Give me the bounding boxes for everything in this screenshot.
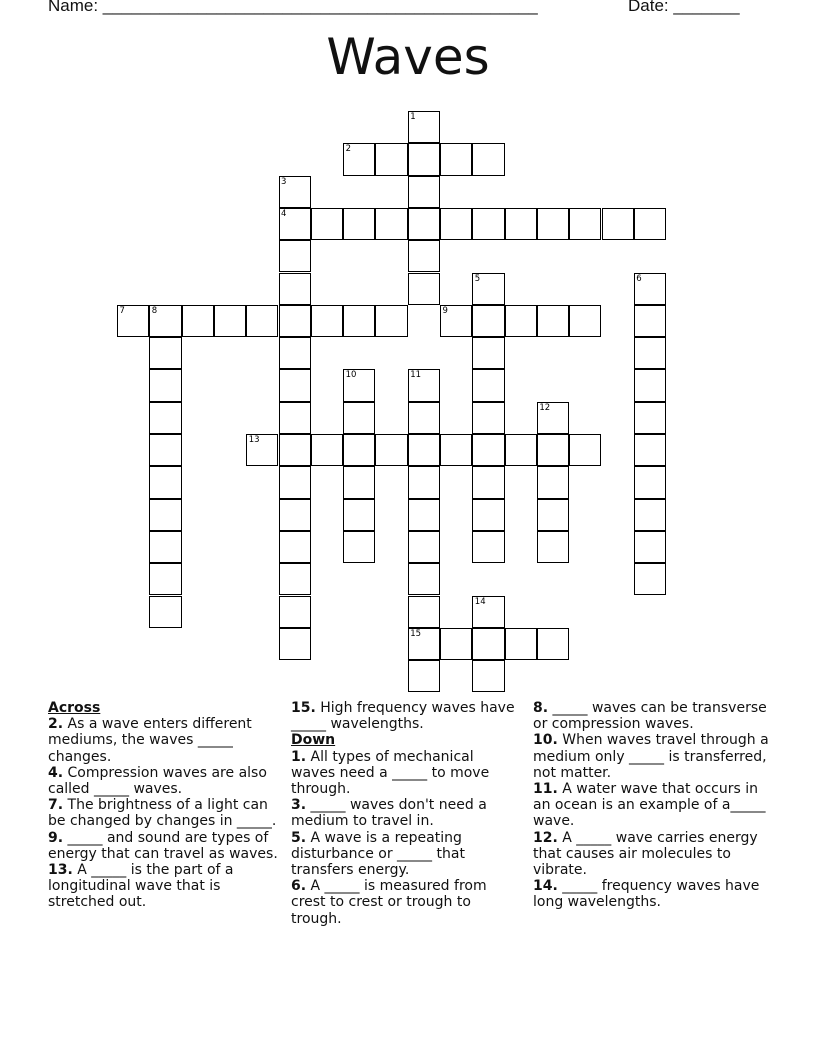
cell-number: 7 xyxy=(119,305,125,316)
crossword-cell[interactable] xyxy=(537,531,569,563)
crossword-cell[interactable] xyxy=(505,305,537,337)
clue-across-7 xyxy=(48,797,278,829)
cell-number: 13 xyxy=(248,435,260,445)
page-title: Waves xyxy=(326,28,490,86)
crossword-cell[interactable] xyxy=(472,531,504,563)
crossword-cell[interactable] xyxy=(537,628,569,660)
clue-down-6 xyxy=(291,878,516,927)
crossword-cell[interactable] xyxy=(375,434,407,466)
clue-text: A _____ is measured from crest to crest or trough to trough. xyxy=(291,878,487,927)
crossword-cell[interactable] xyxy=(537,434,569,466)
crossword-cell[interactable] xyxy=(440,208,472,240)
crossword-cell[interactable] xyxy=(343,531,375,563)
clue-number: 15. xyxy=(291,700,316,716)
clue-down-11 xyxy=(533,781,773,830)
clue-across-15 xyxy=(291,700,516,732)
crossword-cell[interactable] xyxy=(343,499,375,531)
crossword-cell[interactable] xyxy=(537,208,569,240)
crossword-cell[interactable] xyxy=(569,305,601,337)
crossword-cell[interactable] xyxy=(634,337,666,369)
crossword-cell[interactable] xyxy=(408,531,440,563)
crossword-cell[interactable] xyxy=(634,499,666,531)
crossword-cell[interactable] xyxy=(634,466,666,498)
clue-number: 6. xyxy=(291,878,307,895)
date-field[interactable]: Date: _______ xyxy=(628,0,740,15)
clue-text: _____ waves can be transverse or compression waves. xyxy=(533,700,767,733)
down-heading: Down xyxy=(291,732,336,749)
crossword-cell[interactable] xyxy=(149,337,181,369)
crossword-cell[interactable] xyxy=(246,305,278,337)
crossword-cell[interactable] xyxy=(408,208,440,240)
crossword-cell[interactable] xyxy=(149,466,181,498)
clue-number: 1. xyxy=(291,748,307,765)
clue-across-4 xyxy=(48,765,278,797)
crossword-cell[interactable] xyxy=(634,305,666,337)
crossword-cell[interactable] xyxy=(440,434,472,466)
clue-column-1 xyxy=(48,700,278,911)
clue-number: 11. xyxy=(533,781,558,798)
clue-text: All types of mechanical waves need a _____ to move through. xyxy=(291,748,490,798)
cell-number: 9 xyxy=(442,305,448,316)
crossword-cell[interactable] xyxy=(279,628,311,660)
crossword-cell[interactable] xyxy=(279,434,311,466)
clue-number: 12. xyxy=(533,829,558,846)
clue-down-1 xyxy=(291,749,516,798)
crossword-cell[interactable] xyxy=(279,402,311,434)
crossword-cell[interactable] xyxy=(408,563,440,595)
crossword-cell[interactable] xyxy=(149,369,181,401)
cell-number: 11 xyxy=(410,370,422,381)
clue-column-2 xyxy=(291,700,516,927)
clue-text: The brightness of a light can be changed by changes in _____. xyxy=(48,797,277,830)
crossword-cell[interactable] xyxy=(408,176,440,208)
clue-down-3 xyxy=(291,797,516,829)
crossword-cell[interactable] xyxy=(149,402,181,434)
cell-number: 15 xyxy=(410,628,422,639)
clue-number: 8. xyxy=(533,700,549,716)
crossword-cell[interactable] xyxy=(149,563,181,595)
crossword-cell[interactable] xyxy=(634,563,666,595)
crossword-cell[interactable] xyxy=(472,466,504,498)
crossword-cell[interactable] xyxy=(408,466,440,498)
clue-number: 7. xyxy=(48,797,64,814)
crossword-cell[interactable] xyxy=(537,499,569,531)
crossword-cell[interactable] xyxy=(634,402,666,434)
crossword-cell[interactable] xyxy=(472,402,504,434)
cell-number: 2 xyxy=(345,144,352,155)
clue-text: Compression waves are also called _____ waves. xyxy=(48,764,267,798)
crossword-cell[interactable] xyxy=(408,596,440,628)
crossword-cell[interactable] xyxy=(472,143,504,175)
crossword-cell[interactable] xyxy=(408,660,440,692)
crossword-cell[interactable] xyxy=(182,305,214,337)
crossword-cell[interactable] xyxy=(408,402,440,434)
clue-text: A _____ wave carries energy that causes air molecules to vibrate. xyxy=(533,829,758,879)
crossword-cell[interactable] xyxy=(375,143,407,175)
clue-number: 13. xyxy=(48,862,73,879)
crossword-cell[interactable] xyxy=(505,434,537,466)
crossword-cell[interactable] xyxy=(472,628,504,660)
clue-across-2 xyxy=(48,716,278,765)
clue-text: A water wave that occurs in an ocean is an example of a_____ wave. xyxy=(533,781,766,830)
crossword-cell[interactable] xyxy=(279,499,311,531)
crossword-cell[interactable] xyxy=(408,143,440,175)
crossword-cell[interactable] xyxy=(279,273,311,305)
crossword-cell[interactable] xyxy=(634,369,666,401)
clue-across-9 xyxy=(48,830,278,862)
crossword-cell[interactable] xyxy=(343,305,375,337)
cell-number: 6 xyxy=(636,273,642,284)
crossword-cell[interactable] xyxy=(149,499,181,531)
cell-number: 1 xyxy=(410,112,416,122)
cell-number: 3 xyxy=(281,176,287,187)
crossword-cell[interactable] xyxy=(214,305,246,337)
across-heading: Across xyxy=(48,700,101,716)
cell-number: 14 xyxy=(474,596,486,607)
clue-text: _____ and sound are types of energy that can travel as waves. xyxy=(48,829,278,862)
clue-number: 3. xyxy=(291,797,307,814)
crossword-cell[interactable] xyxy=(343,466,375,498)
cell-number: 4 xyxy=(281,208,287,219)
crossword-cell[interactable] xyxy=(440,628,472,660)
clue-number: 9. xyxy=(48,829,64,846)
crossword-cell[interactable] xyxy=(408,240,440,272)
crossword-cell[interactable] xyxy=(149,596,181,628)
clue-text: As a wave enters different mediums, the waves _____ changes. xyxy=(48,716,252,765)
crossword-cell[interactable] xyxy=(408,273,440,305)
name-field[interactable]: Name: ______________________________________________ xyxy=(48,0,538,15)
clue-text: _____ frequency waves have long wavelengths. xyxy=(533,878,760,911)
crossword-cell[interactable] xyxy=(634,434,666,466)
crossword-cell[interactable] xyxy=(472,499,504,531)
clue-number: 2. xyxy=(48,716,64,733)
clue-number: 4. xyxy=(48,764,64,781)
cell-number: 5 xyxy=(474,273,481,284)
crossword-cell[interactable] xyxy=(505,628,537,660)
crossword-cell[interactable] xyxy=(602,208,634,240)
crossword-cell[interactable] xyxy=(279,531,311,563)
crossword-cell[interactable] xyxy=(279,240,311,272)
crossword-cell[interactable] xyxy=(505,208,537,240)
crossword-cell[interactable] xyxy=(569,208,601,240)
crossword-cell[interactable] xyxy=(279,337,311,369)
crossword-cell[interactable] xyxy=(343,208,375,240)
crossword-cell[interactable] xyxy=(343,434,375,466)
crossword-cell[interactable] xyxy=(149,434,181,466)
crossword-cell[interactable] xyxy=(472,369,504,401)
clue-column-3 xyxy=(533,700,773,911)
clue-down-12 xyxy=(533,830,773,879)
crossword-cell[interactable] xyxy=(408,434,440,466)
crossword-cell[interactable] xyxy=(569,434,601,466)
clue-down-5 xyxy=(291,830,516,879)
clue-number: 10. xyxy=(533,732,558,749)
clue-number: 14. xyxy=(533,878,558,895)
crossword-cell[interactable] xyxy=(311,434,343,466)
clue-text: High frequency waves have _____ wavelengths. xyxy=(291,700,515,733)
clue-down-10 xyxy=(533,732,773,781)
clue-across-13 xyxy=(48,862,278,911)
cell-number: 12 xyxy=(539,402,551,413)
crossword-cell[interactable] xyxy=(472,337,504,369)
crossword-cell[interactable] xyxy=(279,563,311,595)
crossword-cell[interactable] xyxy=(375,208,407,240)
clue-down-14 xyxy=(533,878,773,910)
crossword-cell[interactable] xyxy=(634,208,666,240)
crossword-cell[interactable] xyxy=(472,434,504,466)
crossword-cell[interactable] xyxy=(343,402,375,434)
crossword-cell[interactable] xyxy=(311,305,343,337)
cell-number: 8 xyxy=(151,305,158,316)
crossword-cell[interactable] xyxy=(375,305,407,337)
crossword-cell[interactable] xyxy=(279,369,311,401)
crossword-cell[interactable] xyxy=(537,305,569,337)
clue-text: When waves travel through a medium only _____ is transferred, not matter. xyxy=(533,732,769,781)
crossword-cell[interactable] xyxy=(440,143,472,175)
crossword-cell[interactable] xyxy=(149,531,181,563)
crossword-cell[interactable] xyxy=(408,499,440,531)
crossword-cell[interactable] xyxy=(472,305,504,337)
crossword-cell[interactable] xyxy=(537,466,569,498)
crossword-cell[interactable] xyxy=(472,660,504,692)
crossword-cell[interactable] xyxy=(279,596,311,628)
cell-number: 10 xyxy=(345,370,357,381)
crossword-cell[interactable] xyxy=(311,208,343,240)
clue-text: A wave is a repeating disturbance or _____ that transfers energy. xyxy=(291,829,465,879)
crossword-cell[interactable] xyxy=(279,466,311,498)
crossword-cell[interactable] xyxy=(634,531,666,563)
clue-text: A _____ is the part of a longitudinal wave that is stretched out. xyxy=(48,862,234,911)
clue-number: 5. xyxy=(291,829,307,846)
clue-text: _____ waves don't need a medium to travel in. xyxy=(291,797,487,830)
clue-down-8 xyxy=(533,700,773,732)
crossword-cell[interactable] xyxy=(279,305,311,337)
crossword-cell[interactable] xyxy=(472,208,504,240)
